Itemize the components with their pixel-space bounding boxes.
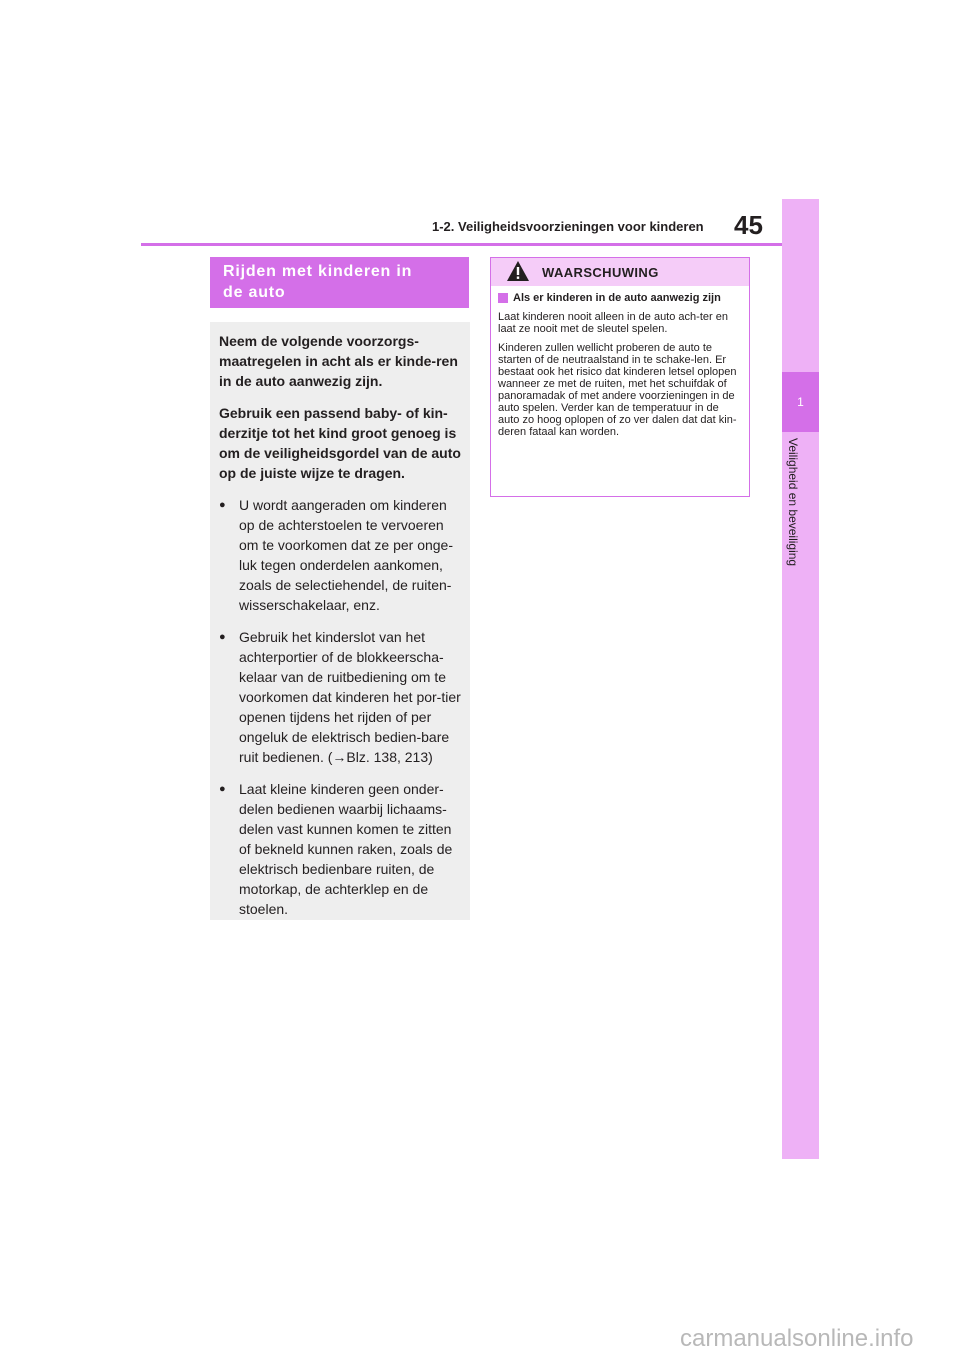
warning-body [491,286,749,438]
bullet-item [219,495,462,615]
chapter-number: 1 [782,372,819,432]
header-rule [141,243,782,246]
bullet-text: Gebruik het kinderslot van het achterportier of de blokkeerscha-kelaar van de ruitbediening om te voorkomen dat kinderen het por-tier openen tijdens het rijden of per ongeluk de elektrisch bedien-bare ruit bedienen. (→Blz. 138, 213) [239,629,461,765]
warning-box [490,257,750,497]
warning-subheading-text: Als er kinderen in de auto aanwezig zijn [513,292,721,304]
body-panel [210,322,470,920]
bullet-item [219,627,462,767]
bullet-dot-icon: ● [219,499,226,511]
warning-triangle-icon [506,260,530,282]
running-header: 1-2. Veiligheidsvoorzieningen voor kinderen [432,219,704,234]
bullet-text: Laat kleine kinderen geen onder-delen bedienen waarbij lichaams-delen vast kunnen komen te zitten of bekneld kunnen raken, zoals de elektrisch bedienbare ruiten, de motorkap, de achterklep en de stoelen. [239,781,453,917]
section-heading [210,257,469,308]
bullet-dot-icon: ● [219,631,226,643]
page-number: 45 [734,210,763,240]
section-heading-line1: Rijden met kinderen in [223,263,413,280]
chapter-title: Veiligheid en beveiliging [786,438,800,567]
bullet-item [219,779,462,919]
warning-subheading [498,292,741,304]
warning-header [491,258,749,286]
chapter-side-tab [782,199,819,1159]
bullet-text: U wordt aangeraden om kinderen op de achterstoelen te vervoeren om te voorkomen dat ze per onge-luk tegen onderdelen aankomen, zoals de selectiehendel, de ruiten-wisserschakelaar, enz. [239,497,454,613]
lead-paragraph: Gebruik een passend baby- of kin-derzitje tot het kind groot genoeg is om de veiligheidsgordel van de auto op de juiste wijze te dragen. [219,405,461,481]
warning-title: WAARSCHUWING [542,265,659,280]
bullet-dot-icon: ● [219,783,226,795]
square-bullet-icon [498,293,508,303]
watermark: carmanualsonline.info [680,1325,914,1352]
lead-paragraph: Neem de volgende voorzorgs-maatregelen in acht als er kinde-ren in de auto aanwezig zijn. [219,333,458,389]
section-heading-line2: de auto [223,284,286,301]
warning-paragraph: Kinderen zullen wellicht proberen de auto te starten of de neutraalstand in te schake-len. Er bestaat ook het risico dat kinderen letsel oplopen wanneer ze met de ruiten, met het schuifdak of panoramadak of met andere voorzieningen in de auto spelen. Verder kan de temperatuur in de auto zo hoog oplopen of zo ver dalen dat dat kin-deren fataal kan worden. [498,342,737,438]
warning-paragraph: Laat kinderen nooit alleen in de auto ach-ter en laat ze nooit met de sleutel spelen. [498,311,728,335]
